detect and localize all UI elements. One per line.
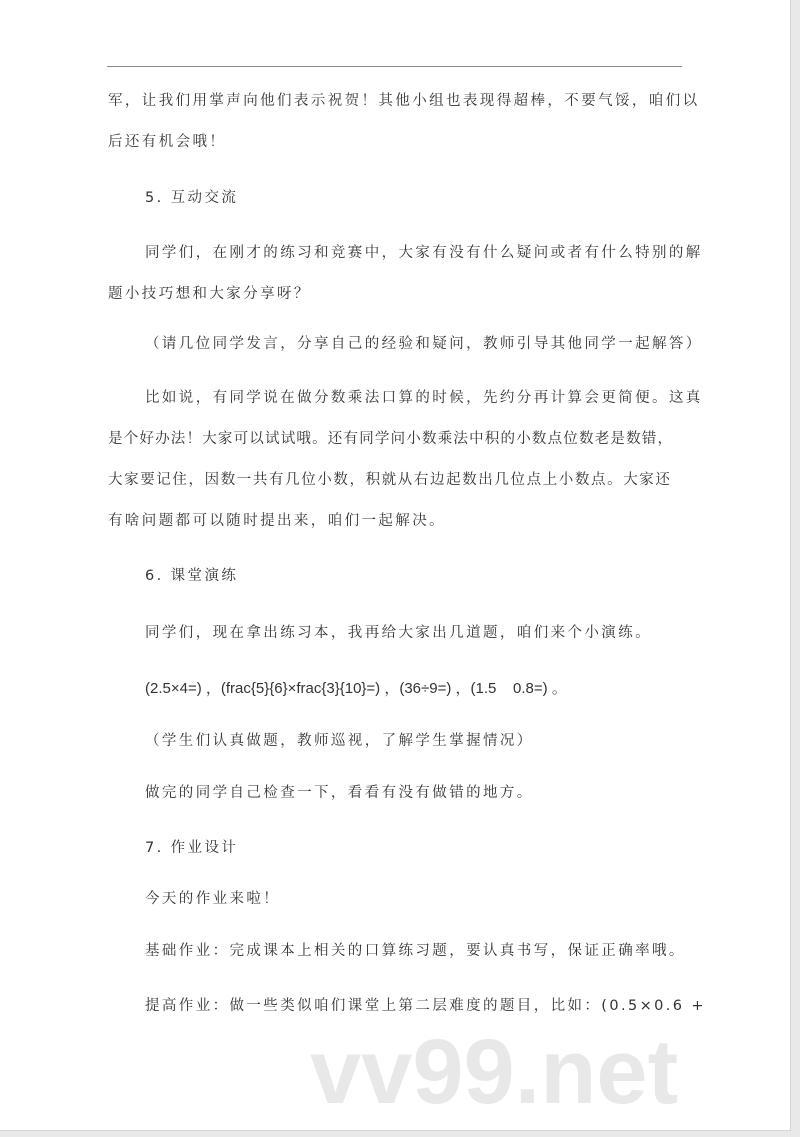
paragraph-line: （学生们认真做题，教师巡视，了解学生掌握情况） — [145, 733, 534, 749]
paragraph-line: 提高作业：做一些类似咱们课堂上第二层难度的题目，比如：(0.5×0.6 + — [145, 998, 706, 1014]
section-heading: 7. 作业设计 — [145, 840, 239, 856]
watermark: vv99.net — [310, 1021, 679, 1123]
paragraph-line: 后还有机会哦！ — [108, 134, 227, 150]
paragraph-line: 比如说，有同学说在做分数乘法口算的时候，先约分再计算会更简便。这真 — [145, 390, 703, 406]
section-heading: 5. 互动交流 — [145, 190, 239, 206]
paragraph-line: 是个好办法！大家可以试试哦。还有同学问小数乘法中积的小数点位数老是数错， — [108, 431, 674, 447]
paragraph-line: 今天的作业来啦！ — [145, 891, 281, 907]
paragraph-line: 同学们，现在拿出练习本，我再给大家出几道题，咱们来个小演练。 — [145, 625, 652, 641]
section-heading: 6. 课堂演练 — [145, 568, 239, 584]
paragraph-line: 大家要记住，因数一共有几位小数，积就从右边起数出几位点上小数点。大家还 — [108, 472, 672, 488]
paragraph-line: 军，让我们用掌声向他们表示祝贺！其他小组也表现得超棒，不要气馁，咱们以 — [108, 93, 700, 109]
math-exercises: (2.5×4=) ，(frac{5}{6}×frac{3}{10}=) ，(36÷9=) ，(1.5 0.8=) 。 — [145, 680, 567, 697]
paragraph-line: 基础作业：完成课本上相关的口算练习题，要认真书写，保证正确率哦。 — [145, 943, 686, 959]
paragraph-line: 同学们，在刚才的练习和竞赛中，大家有没有什么疑问或者有什么特别的解 — [145, 245, 703, 261]
paragraph-line: 题小技巧想和大家分享呀？ — [108, 286, 311, 302]
header-rule — [107, 66, 682, 67]
paragraph-line: （请几位同学发言，分享自己的经验和疑问，教师引导其他同学一起解答） — [145, 336, 703, 352]
paragraph-line: 有啥问题都可以随时提出来，咱们一起解决。 — [108, 513, 446, 529]
paragraph-line: 做完的同学自己检查一下，看看有没有做错的地方。 — [145, 785, 534, 801]
